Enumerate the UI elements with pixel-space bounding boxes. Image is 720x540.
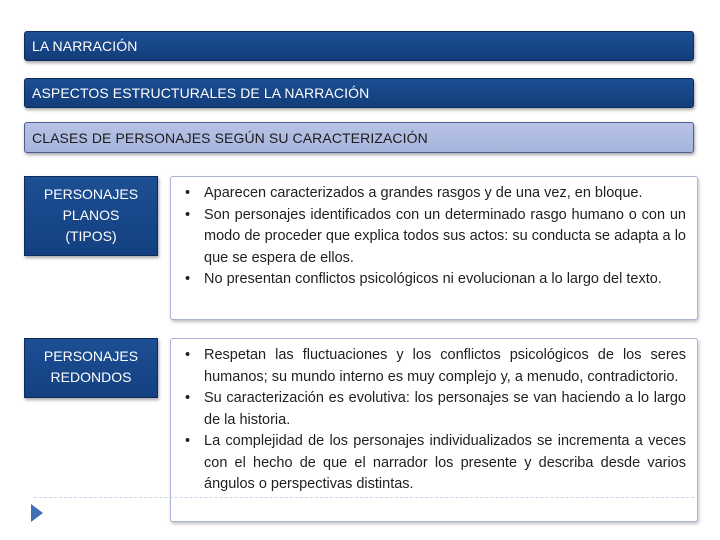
category-label-redondos [24,338,158,398]
category-description-planos [170,176,698,320]
title-bar [24,31,694,61]
bullet-list [183,345,686,496]
subtitle-text: ASPECTOS ESTRUCTURALES DE LA NARRACIÓN [32,85,370,101]
bullet-marker: • [185,433,191,449]
bullet-text: Su caracterización es evolutiva: los personajes se van haciendo a lo largo de la historia. [204,390,686,428]
label-line: PERSONAJES [43,348,139,364]
section-text: CLASES DE PERSONAJES SEGÚN SU CARACTERIZACIÓN [32,129,428,146]
bullet-marker: • [185,390,191,406]
list-item [183,345,686,388]
footer-divider [34,497,694,498]
label-line: PERSONAJES [43,186,139,202]
subtitle-bar [24,78,694,108]
bullet-text: Respetan las fluctuaciones y los conflictos psicológicos de los seres humanos; su mundo interno es muy complejo y, a menudo, contradictorio. [204,347,686,385]
label-line: REDONDOS [50,369,132,385]
bullet-text: La complejidad de los personajes individualizados se incrementa a veces con el hecho de que el narrador los presente y describa desde varios ángulos o perspectivas distintas. [204,433,686,492]
label-line: (TIPOS) [65,228,117,244]
category-label-planos [24,176,158,256]
bullet-marker: • [185,185,191,201]
bullet-text: No presentan conflictos psicológicos ni evolucionan a lo largo del texto. [204,271,662,287]
bullet-text: Son personajes identificados con un determinado rasgo humano o con un modo de proceder que explica todos sus actos: su conducta se adapta a lo que se espera de ellos. [204,206,686,266]
list-item [183,269,686,291]
bullet-marker: • [185,347,191,363]
play-arrow-icon[interactable] [30,503,44,523]
bullet-marker: • [185,206,191,223]
list-item [183,431,686,496]
list-item [183,388,686,431]
list-item [183,183,686,205]
bullet-text: Aparecen caracterizados a grandes rasgos y de una vez, en bloque. [204,185,643,201]
title-text: LA NARRACIÓN [32,38,138,54]
label-line: PLANOS [62,207,120,223]
category-description-redondos [170,338,698,522]
bullet-list [183,183,686,291]
section-bar [24,122,694,153]
list-item [183,205,686,270]
bullet-marker: • [185,271,191,287]
